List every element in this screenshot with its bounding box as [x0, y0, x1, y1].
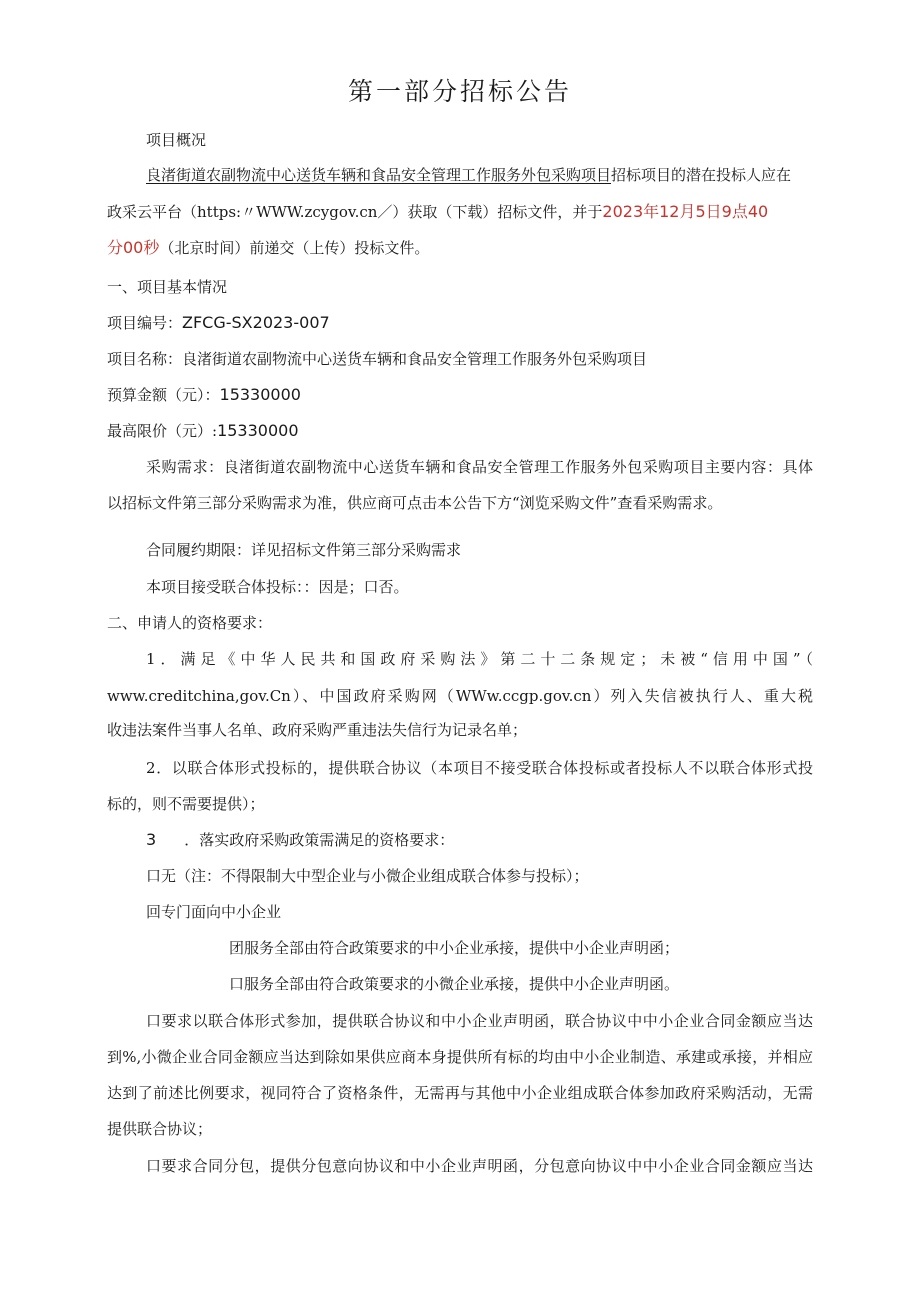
consortium-line: 本项目接受联合体投标：：因是；口否。: [146, 578, 409, 596]
requirement-3-line: [146, 830, 454, 850]
option-sme-only: 回专门面向中小企业: [146, 903, 282, 921]
section-1-heading: 一、项目基本情况: [107, 278, 228, 296]
demand-line-2: 以招标文件第三部分采购需求为准，供应商可点击本公告下方“浏览采购文件”查看采购需求。: [107, 494, 723, 512]
contract-period: 合同履约期限：详见招标文件第三部分采购需求: [146, 541, 462, 559]
requirement-1-line-2: www.creditchina,gov.Cn）、中国政府采购网（WWw.ccgp.gov.cn）列入失信被执行人、重大税: [107, 687, 813, 705]
paragraph-consortium-line-4: 提供联合协议；: [107, 1120, 213, 1138]
intro-line-2-text: 政采云平台（https:〃WWW.zcygov.cn／）获取（下载）招标文件，并于: [107, 203, 603, 221]
requirement-2-line-1: 2．以联合体形式投标的，提供联合协议（本项目不接受联合体投标或者投标人不以联合体形式投: [146, 759, 813, 777]
max-price-label: 最高限价（元）:: [107, 422, 218, 440]
paragraph-consortium-line-2: 到%,小微企业合同金额应当达到除如果供应商本身提供所有标的均由中小企业制造、承建或承接，并相应: [107, 1048, 813, 1066]
project-number: ZFCG-SX2023-007: [182, 313, 330, 332]
section-2-heading: 二、申请人的资格要求：: [107, 614, 273, 632]
requirement-3-text: ．落实政府采购政策需满足的资格要求：: [184, 831, 455, 849]
requirement-2-line-2: 标的，则不需要提供）；: [107, 795, 265, 813]
intro-line-2: [107, 202, 768, 222]
budget-amount: 15330000: [219, 385, 301, 404]
deadline-time: 分00秒: [107, 238, 160, 257]
project-number-line: [107, 313, 330, 333]
deadline-date: 2023年12月5日9点40: [602, 202, 769, 221]
page-title: 第一部分招标公告: [347, 77, 572, 106]
intro-line-3-tail: （北京时间）前递交（上传）投标文件。: [159, 239, 430, 257]
demand-line-1: 采购需求：良渚街道农副物流中心送货车辆和食品安全管理工作服务外包采购项目主要内容：具体: [146, 458, 813, 476]
project-number-label: 项目编号：: [107, 314, 183, 332]
max-price-line: [107, 421, 299, 441]
budget-line: [107, 385, 301, 405]
paragraph-consortium-line-1: 口要求以联合体形式参加，提供联合协议和中小企业声明函，联合协议中中小企业合同金额应当达: [146, 1012, 813, 1030]
option-sme-a: 团服务全部由符合政策要求的中小企业承接，提供中小企业声明函；: [229, 939, 680, 957]
intro-project-name: 良渚街道农副物流中心送货车辆和食品安全管理工作服务外包采购项目: [146, 166, 612, 184]
overview-heading: 项目概况: [146, 131, 207, 149]
intro-line-1: [146, 165, 791, 185]
option-sme-b: 口服务全部由符合政策要求的小微企业承接，提供中小企业声明函。: [229, 975, 680, 993]
max-price-amount: 15330000: [217, 421, 299, 440]
budget-label: 预算金额（元）：: [107, 386, 220, 404]
requirement-3-number: 3: [146, 830, 157, 849]
paragraph-subcontract-line-1: 口要求合同分包，提供分包意向协议和中小企业声明函，分包意向协议中中小企业合同金额应当达: [146, 1157, 813, 1175]
paragraph-consortium-line-3: 达到了前述比例要求，视同符合了资格条件，无需再与其他中小企业组成联合体参加政府采购活动，无需: [107, 1084, 813, 1102]
project-name-line: 项目名称：良渚街道农副物流中心送货车辆和食品安全管理工作服务外包采购项目: [107, 350, 648, 368]
requirement-1-line-3: 收违法案件当事人名单、政府采购严重违法失信行为记录名单；: [107, 721, 528, 739]
intro-line-3: [107, 238, 429, 258]
option-none: 口无（注：不得限制大中型企业与小微企业组成联合体参与投标）；: [146, 867, 589, 885]
intro-line-1-tail: 招标项目的潜在投标人应在: [611, 166, 792, 184]
requirement-1-line-1: 1．满足《中华人民共和国政府采购法》第二十二条规定；未被“信用中国”（: [146, 650, 813, 668]
